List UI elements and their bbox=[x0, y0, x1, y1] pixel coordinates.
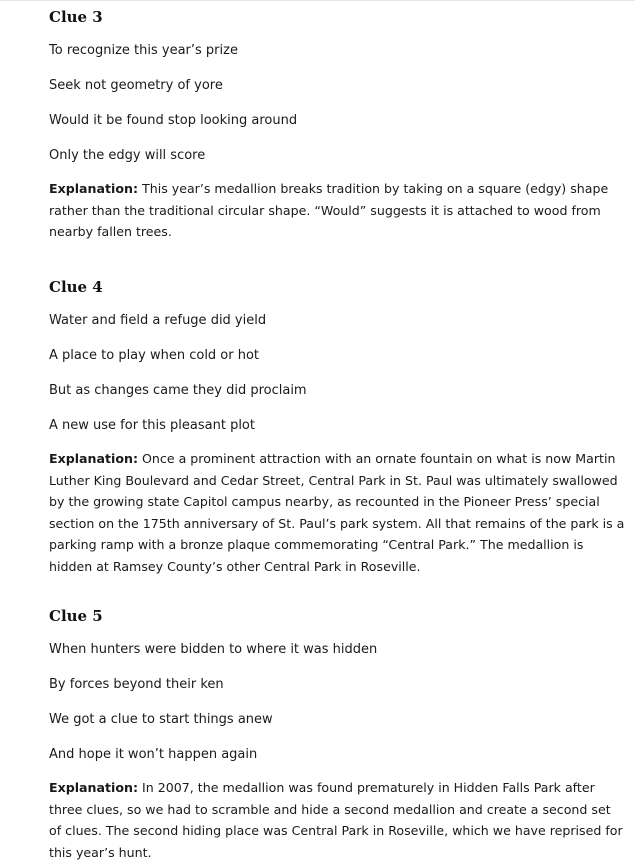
clue-heading: Clue 3 bbox=[49, 8, 103, 26]
clue-verse-line: A place to play when cold or hot bbox=[49, 348, 260, 363]
clue-verse-line: Only the edgy will score bbox=[49, 148, 206, 163]
clue-verse-line: We got a clue to start things anew bbox=[49, 712, 273, 727]
clue-verse-line: A new use for this pleasant plot bbox=[49, 418, 255, 433]
explanation-text: Once a prominent attraction with an ornate fountain on what is now Martin Luther King Boulevard and Cedar Street, Central Park in St. Paul was ultimately swallowed by the growing state Capitol campus nearby, as recounted in the Pioneer Press’ special section on the 175th anniversary of St. Paul’s park system. All that remains of the park is a parking ramp with a bronze plaque commemorating “Central Park.” The medallion is hidden at Ramsey County’s other Central Park in Roseville. bbox=[49, 451, 625, 574]
explanation-label: Explanation: bbox=[49, 780, 139, 795]
explanation-label: Explanation: bbox=[49, 451, 139, 466]
explanation-text: This year’s medallion breaks tradition by taking on a square (edgy) shape rather than the traditional circular shape. “Would” suggests it is attached to wood from nearby fallen trees. bbox=[49, 181, 609, 240]
clue-explanation bbox=[49, 448, 625, 578]
clue-section-3 bbox=[49, 7, 625, 277]
clue-verse-line: When hunters were bidden to where it was hidden bbox=[49, 642, 378, 657]
clue-verse-line: By forces beyond their ken bbox=[49, 677, 224, 692]
clue-explanation bbox=[49, 178, 625, 243]
article-body bbox=[49, 0, 625, 863]
clue-section-4 bbox=[49, 277, 625, 606]
clue-heading: Clue 5 bbox=[49, 607, 103, 625]
clue-verse-line: Seek not geometry of yore bbox=[49, 78, 223, 93]
clue-verse-line: But as changes came they did proclaim bbox=[49, 383, 307, 398]
clue-verse-line: And hope it won’t happen again bbox=[49, 747, 258, 762]
clue-verse-line: To recognize this year’s prize bbox=[49, 43, 238, 58]
explanation-label: Explanation: bbox=[49, 181, 139, 196]
clue-explanation bbox=[49, 777, 625, 863]
clue-section-5 bbox=[49, 606, 625, 863]
clue-verse-line: Would it be found stop looking around bbox=[49, 113, 298, 128]
clue-heading: Clue 4 bbox=[49, 278, 103, 296]
explanation-text: In 2007, the medallion was found prematurely in Hidden Falls Park after three clues, so we had to scramble and hide a second medallion and create a second set of clues. The second hiding place was Central Park in Roseville, which we have reprised for this year’s hunt. bbox=[49, 780, 623, 860]
clue-verse-line: Water and field a refuge did yield bbox=[49, 313, 267, 328]
